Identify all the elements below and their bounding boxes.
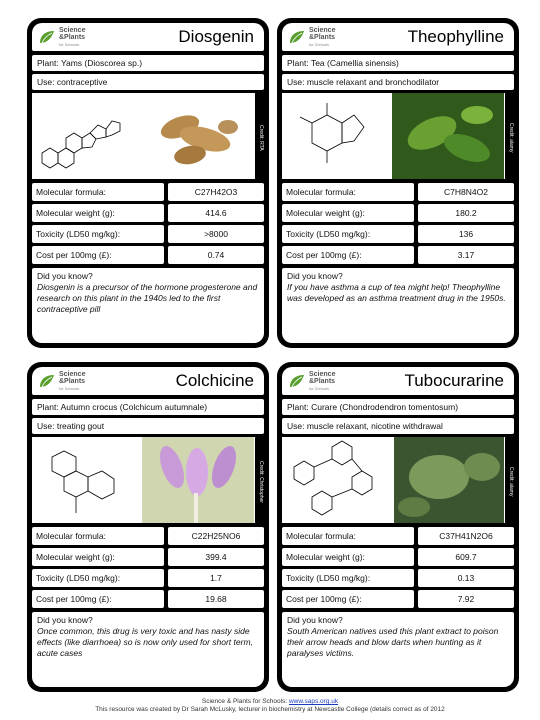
row-value: C37H41N2O6 (418, 527, 514, 545)
image-area (32, 93, 264, 179)
data-row (32, 527, 264, 545)
logo-line1: Science (59, 26, 86, 34)
row-value: 0.13 (418, 569, 514, 587)
row-label: Cost per 100mg (£): (282, 246, 414, 264)
plant-bar (282, 55, 514, 71)
photo-credit: Credit: Christopher (255, 437, 264, 523)
molecule-diagram (282, 93, 382, 179)
row-value: >8000 (168, 225, 264, 243)
molecule-diagram (32, 93, 127, 179)
leaf-icon (288, 373, 306, 389)
data-row (282, 527, 514, 545)
row-value: 609.7 (418, 548, 514, 566)
use-value: contraceptive (56, 77, 108, 87)
data-row (282, 590, 514, 608)
row-value: 0.74 (168, 246, 264, 264)
plant-value: Tea (Camellia sinensis) (310, 58, 399, 68)
card-header (32, 367, 264, 395)
plant-bar (32, 55, 264, 71)
leaf-icon (38, 373, 56, 389)
photo-credit: Credit: alamy (505, 437, 514, 523)
data-row (282, 183, 514, 201)
plant-value: Curare (Chondrodendron tomentosum) (311, 402, 459, 412)
plant-card-colchicine (27, 362, 269, 692)
card-title: Diosgenin (178, 27, 254, 46)
photo-credit: Credit: RTA (255, 93, 264, 179)
saps-link[interactable]: www.saps.org.uk (288, 698, 339, 705)
plant-label: Plant: (37, 402, 61, 412)
plant-label: Plant: (287, 58, 311, 68)
row-label: Cost per 100mg (£): (32, 590, 164, 608)
saps-logo (38, 371, 100, 392)
data-row (32, 246, 264, 264)
molecule-diagram (32, 437, 132, 523)
row-value: C27H42O3 (168, 183, 264, 201)
yam-photo (140, 97, 250, 177)
plant-bar (282, 399, 514, 415)
plant-card-diosgenin (27, 18, 269, 348)
data-row (32, 204, 264, 222)
logo-line3: for Schools (59, 41, 80, 47)
plant-value: Yams (Dioscorea sp.) (60, 58, 143, 68)
card-header (32, 23, 264, 51)
data-row (32, 590, 264, 608)
row-value: 180.2 (418, 204, 514, 222)
data-row (282, 204, 514, 222)
plant-bar (32, 399, 264, 415)
row-label: Molecular formula: (282, 527, 414, 545)
logo-line1: Science (309, 370, 336, 378)
logo-line3: for Schools (59, 385, 80, 391)
data-row (32, 225, 264, 243)
image-area (282, 93, 514, 179)
row-value: 136 (418, 225, 514, 243)
row-value: C22H25NO6 (168, 527, 264, 545)
dyk-answer: If you have asthma a cup of tea might help! Theophylline was developed as an asthma treatment drug in the 1950s. (287, 282, 506, 303)
leaf-icon (288, 29, 306, 45)
row-value: 399.4 (168, 548, 264, 566)
row-value: C7H8N4O2 (418, 183, 514, 201)
use-bar (32, 74, 264, 90)
card-title: Theophylline (407, 27, 504, 46)
row-label: Toxicity (LD50 mg/kg): (32, 569, 164, 587)
saps-logo (288, 371, 350, 392)
use-bar (282, 418, 514, 434)
row-label: Cost per 100mg (£): (282, 590, 414, 608)
logo-line2: &Plants (59, 33, 86, 41)
use-bar (32, 418, 264, 434)
use-label: Use: (37, 421, 57, 431)
row-label: Molecular formula: (32, 527, 164, 545)
use-value: muscle relaxant, nicotine withdrawal (306, 421, 443, 431)
row-label: Molecular weight (g): (32, 204, 164, 222)
plant-label: Plant: (37, 58, 61, 68)
row-label: Toxicity (LD50 mg/kg): (32, 225, 164, 243)
tea-leaves-photo (392, 93, 504, 179)
use-label: Use: (37, 77, 57, 87)
logo-line2: &Plants (59, 377, 86, 385)
curare-photo (394, 437, 504, 523)
page-footer (0, 698, 540, 714)
plant-card-theophylline (277, 18, 519, 348)
row-value: 1.7 (168, 569, 264, 587)
dyk-question: Did you know? (37, 615, 93, 625)
did-you-know-box (282, 268, 514, 343)
use-value: treating gout (56, 421, 105, 431)
row-value: 7.92 (418, 590, 514, 608)
use-label: Use: (287, 421, 307, 431)
plant-card-tubocurarine (277, 362, 519, 692)
row-value: 414.6 (168, 204, 264, 222)
footer-text: Science & Plants for Schools: (201, 698, 289, 705)
row-label: Molecular weight (g): (32, 548, 164, 566)
use-label: Use: (287, 77, 307, 87)
card-title: Tubocurarine (404, 371, 504, 390)
photo-credit: Credit: alamy (505, 93, 514, 179)
saps-logo (38, 27, 100, 48)
did-you-know-box (32, 268, 264, 343)
dyk-answer: South American natives used this plant extract to poison their arrow heads and blow darts when hunting as it paralyses victims. (287, 626, 499, 658)
plant-label: Plant: (287, 402, 312, 412)
data-row (282, 569, 514, 587)
use-value: muscle relaxant and bronchodilator (306, 77, 440, 87)
crocus-photo (142, 437, 254, 523)
logo-line2: &Plants (309, 33, 336, 41)
card-title: Colchicine (175, 371, 254, 390)
dyk-question: Did you know? (287, 271, 343, 281)
plant-value: Autumn crocus (Colchicum autumnale) (60, 402, 208, 412)
logo-line1: Science (309, 26, 336, 34)
did-you-know-box (32, 612, 264, 687)
logo-line3: for Schools (309, 41, 330, 47)
image-area (282, 437, 514, 523)
logo-line3: for Schools (309, 385, 330, 391)
card-header (282, 23, 514, 51)
footer-credit: This resource was created by Dr Sarah McLusky, lecturer in biochemistry at Newcastle College (details correct as of 2012 (95, 706, 445, 713)
data-row (32, 548, 264, 566)
logo-line2: &Plants (309, 377, 336, 385)
molecule-diagram (282, 437, 387, 523)
row-label: Cost per 100mg (£): (32, 246, 164, 264)
row-value: 19.68 (168, 590, 264, 608)
did-you-know-box (282, 612, 514, 687)
dyk-question: Did you know? (37, 271, 93, 281)
row-label: Molecular formula: (282, 183, 414, 201)
row-label: Molecular formula: (32, 183, 164, 201)
card-header (282, 367, 514, 395)
data-row (32, 569, 264, 587)
dyk-answer: Once common, this drug is very toxic and has nasty side effects (like diarrhoea) so is now only used for short term, acute cases (37, 626, 253, 658)
row-value: 3.17 (418, 246, 514, 264)
data-row (282, 548, 514, 566)
image-area (32, 437, 264, 523)
use-bar (282, 74, 514, 90)
saps-logo (288, 27, 350, 48)
data-row (282, 225, 514, 243)
data-row (282, 246, 514, 264)
dyk-answer: Diosgenin is a precursor of the hormone progesterone and research on this plant in the 1940s led to the first contraceptive pill (37, 282, 258, 314)
row-label: Molecular weight (g): (282, 548, 414, 566)
data-row (32, 183, 264, 201)
logo-line1: Science (59, 370, 86, 378)
leaf-icon (38, 29, 56, 45)
row-label: Toxicity (LD50 mg/kg): (282, 569, 414, 587)
row-label: Molecular weight (g): (282, 204, 414, 222)
dyk-question: Did you know? (287, 615, 343, 625)
row-label: Toxicity (LD50 mg/kg): (282, 225, 414, 243)
